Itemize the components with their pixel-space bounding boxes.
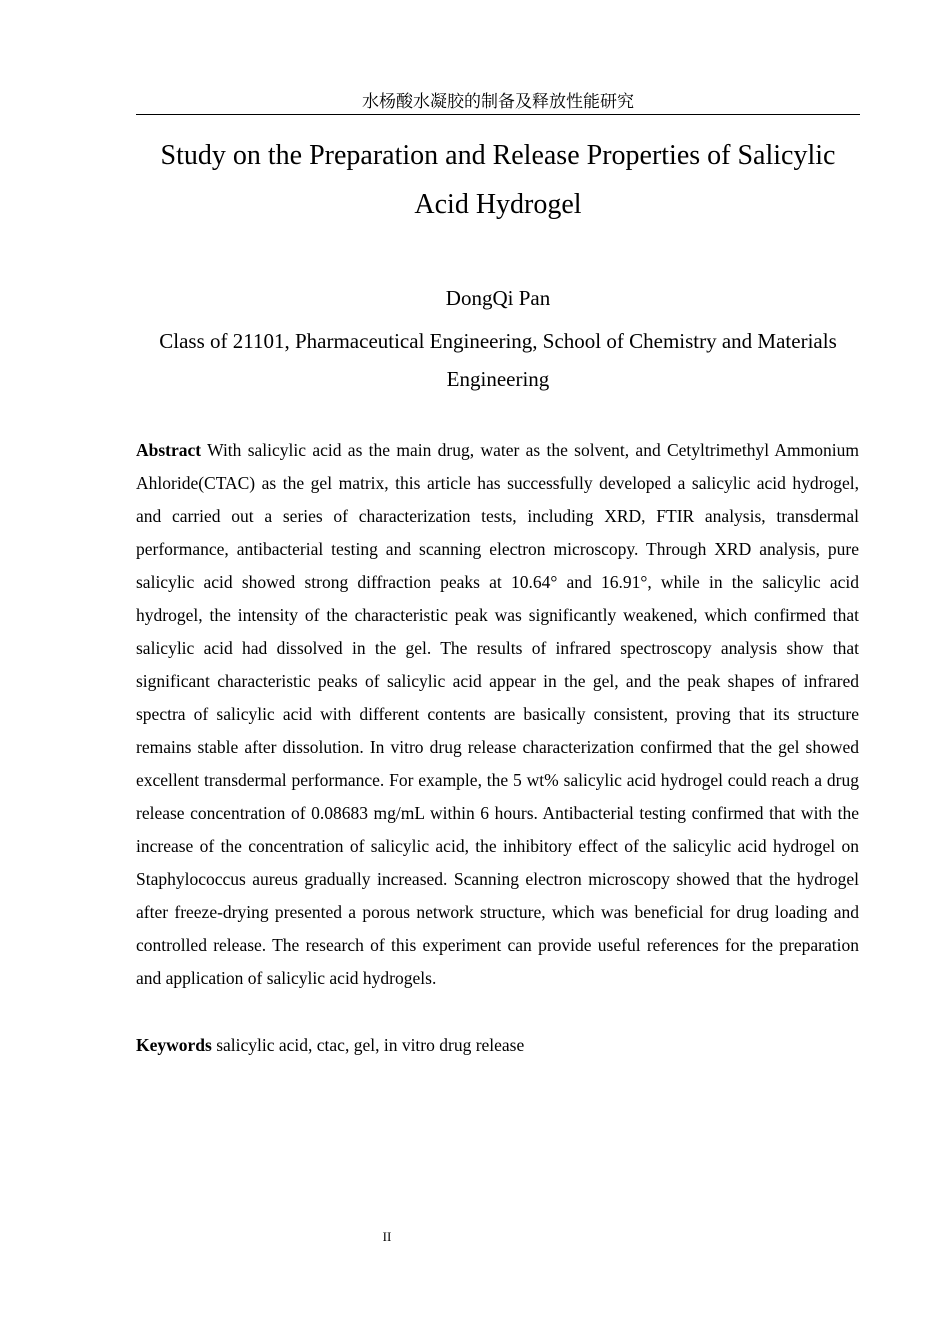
abstract-text: With salicylic acid as the main drug, water as the solvent, and Cetyltrimethyl Ammonium Ahloride(CTAC) as the gel matrix, this article has successfully developed a salicylic acid hydrogel, and carried out a series of characterization tests, including XRD, FTIR analysis, transdermal performance, antibacterial testing and scanning electron microscopy. Through XRD analysis, pure salicylic acid showed strong diffraction peaks at 10.64° and 16.91°, while in the salicylic acid hydrogel, the intensity of the characteristic peak was significantly weakened, which confirmed that salicylic acid had dissolved in the gel. The results of infrared spectroscopy analysis show that significant characteristic peaks of salicylic acid appear in the gel, and the peak shapes of infrared spectra of salicylic acid with different contents are basically consistent, proving that its structure remains stable after dissolution. In vitro drug release characterization confirmed that the gel showed excellent transdermal performance. For example, the 5 wt% salicylic acid hydrogel could reach a drug release concentration of 0.08683 mg/mL within 6 hours. Antibacterial testing confirmed that with the increase of the concentration of salicylic acid, the inhibitory effect of the salicylic acid hydrogel on Staphylococcus aureus gradually increased. Scanning electron microscopy showed that the hydrogel after freeze-drying presented a porous network structure, which was beneficial for drug loading and controlled release. The research of this experiment can provide useful references for the preparation and application of salicylic acid hydrogels. (136, 440, 859, 988)
paper-title: Study on the Preparation and Release Properties of Salicylic Acid Hydrogel (160, 140, 836, 220)
author-affiliation: Class of 21101, Pharmaceutical Engineering, School of Chemistry and Materials Engineering (159, 329, 837, 391)
page-number: II (382, 1229, 392, 1244)
abstract-paragraph (136, 434, 859, 995)
author-name: DongQi Pan (445, 286, 551, 310)
keywords-text: salicylic acid, ctac, gel, in vitro drug release (216, 1035, 525, 1055)
keywords-label: Keywords (136, 1035, 212, 1055)
keywords-line (136, 1029, 859, 1062)
abstract-label: Abstract (136, 440, 202, 460)
running-header: 水杨酸水凝胶的制备及释放性能研究 (136, 92, 860, 115)
